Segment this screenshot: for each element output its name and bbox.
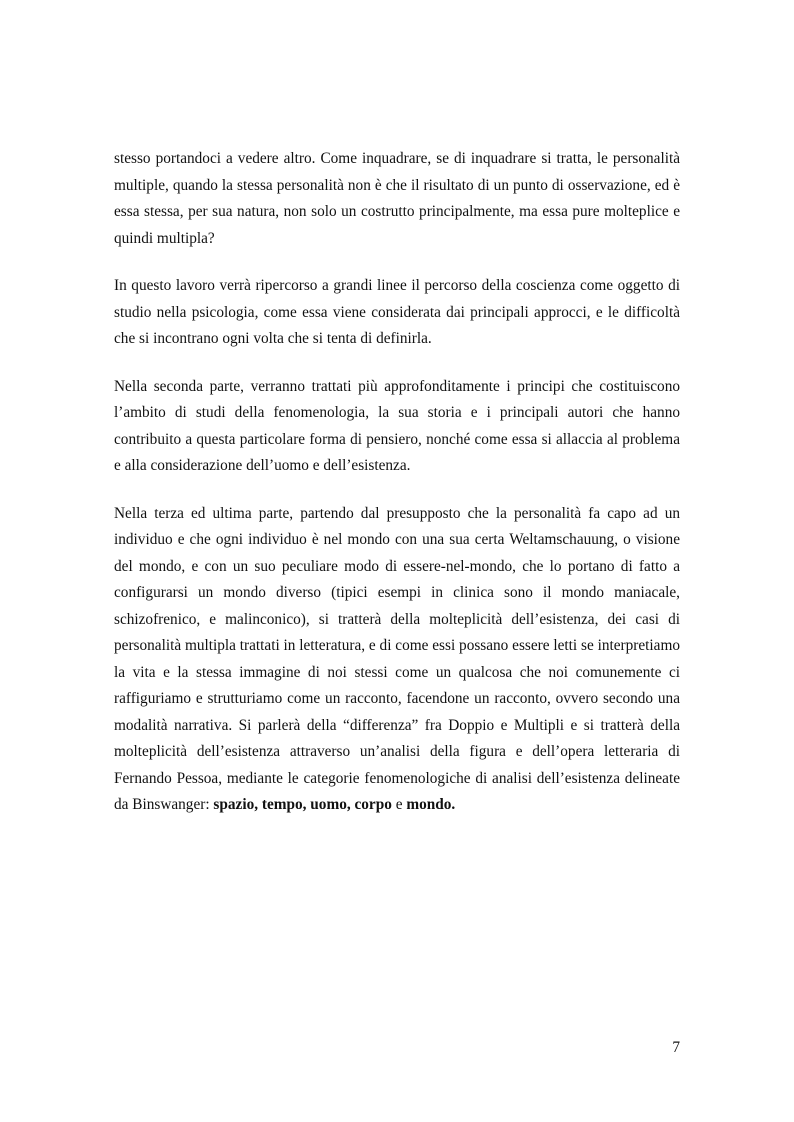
page-number: 7 — [672, 1039, 680, 1056]
body-text — [114, 146, 680, 840]
bold-mondo: mondo. — [406, 796, 456, 813]
paragraph-third-part — [114, 501, 680, 819]
bold-categories: spazio, tempo, uomo, corpo — [213, 796, 392, 813]
paragraph-third-part-text: Nella terza ed ultima parte, partendo dal presupposto che la personalità fa capo ad un individuo e che ogni individuo è nel mondo con una sua certa Weltamschauung, o visione del mondo, e con un suo peculiare modo di essere-nel-mondo, che lo portano di fatto a configurarsi un mondo diverso (tipici esempi in clinica sono il mondo maniacale, schizofrenico, e malinconico), si tratterà della molteplicità dell’esistenza, dei casi di personalità multipla trattati in letteratura, e di come essi possano essere letti se interpretiamo la vita e la stessa immagine di noi stessi come un qualcosa che noi comunemente ci raffiguriamo e strutturiamo come un racconto, facendone un racconto, ovvero secondo una modalità narrativa. Si parlerà della “differenza” fra Doppio e Multipli e si tratterà della molteplicità dell’esistenza attraverso un’analisi della figura e dell’opera letteraria di Fernando Pessoa, mediante le categorie fenomenologiche di analisi dell’esistenza delineate da Binswanger: — [114, 504, 680, 813]
paragraph-intro-continuation: stesso portandoci a vedere altro. Come inquadrare, se di inquadrare si tratta, le personalità multiple, quando la stessa personalità non è che il risultato di un punto di osservazione, ed è essa stessa, per sua natura, non solo un costrutto principalmente, ma essa pure molteplice e quindi multipla? — [114, 150, 680, 247]
paragraph-second-part: Nella seconda parte, verranno trattati più approfonditamente i principi che costituiscono l’ambito di studi della fenomenologia, la sua storia e i principali autori che hanno contribuito a questa particolare forma di pensiero, nonché come essa si allaccia al problema e alla considerazione dell’uomo e dell’esistenza. — [114, 377, 680, 474]
paragraph-first-part: In questo lavoro verrà ripercorso a grandi linee il percorso della coscienza come oggetto di studio nella psicologia, come essa viene considerata dai principali approcci, e le difficoltà che si incontrano ogni volta che si tenta di definirla. — [114, 277, 680, 347]
connector-text: e — [391, 796, 407, 813]
